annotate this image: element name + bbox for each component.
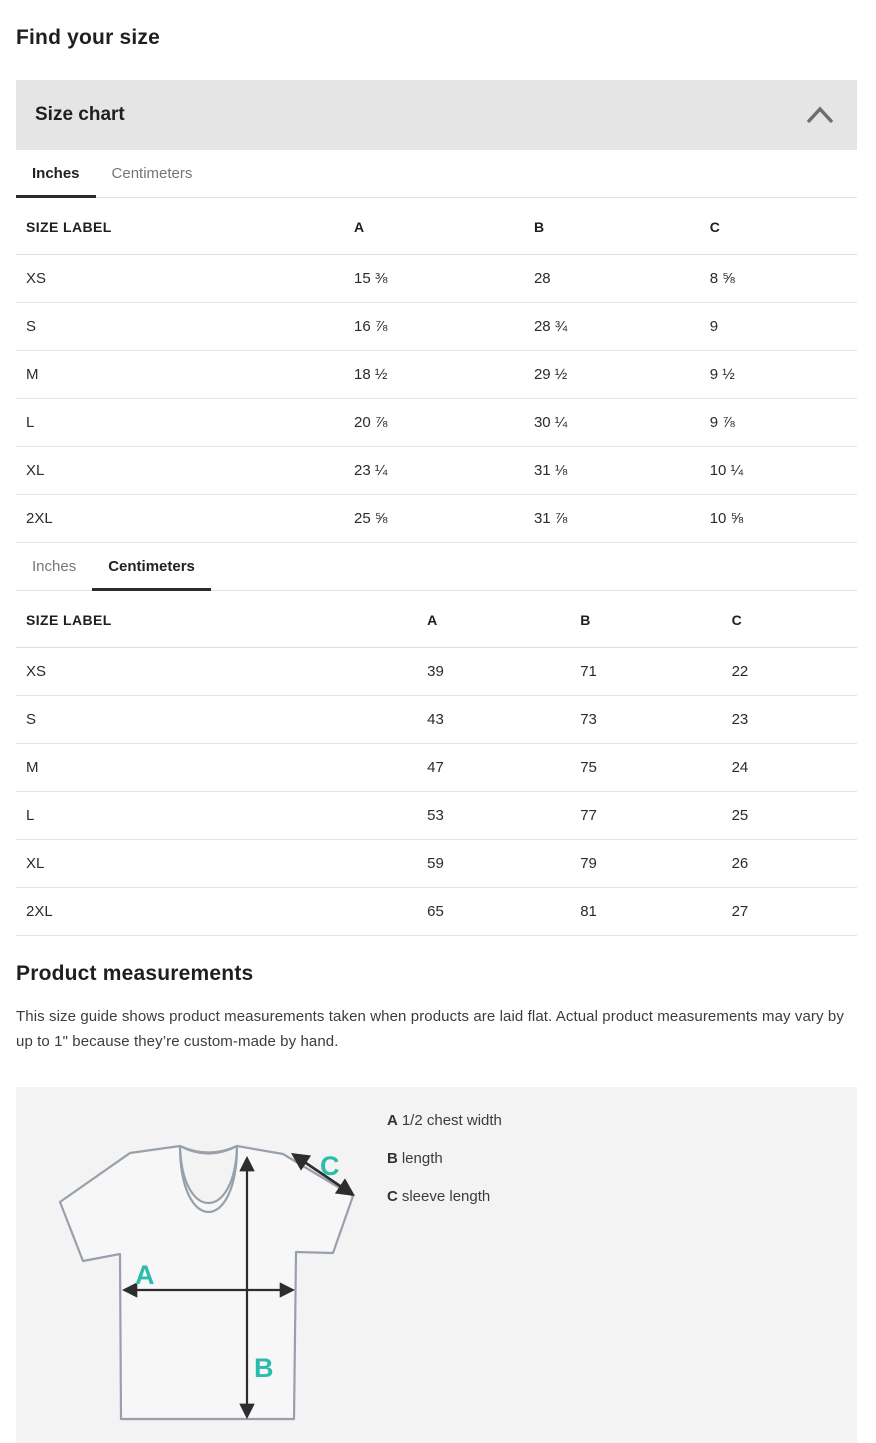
column-header-c: C [722,591,857,648]
measurement-legend [387,1112,502,1226]
product-measurements-title: Product measurements [16,962,254,985]
size-table-inches [16,198,857,543]
legend-item-b [387,1150,502,1167]
measurement-cell: 75 [570,744,721,792]
tab-centimeters[interactable]: Centimeters [92,543,211,591]
table-row [16,303,857,351]
page-title: Find your size [16,26,160,49]
size-label-cell: XL [16,840,417,888]
measurement-cell: 30 ¼ [524,399,700,447]
column-header-a: A [344,198,524,255]
table-header-row [16,198,857,255]
tab-inches[interactable]: Inches [16,150,96,198]
measurement-cell: 53 [417,792,570,840]
measurement-cell: 27 [722,888,857,936]
legend-label: length [401,1150,443,1167]
measurement-cell: 23 ¼ [344,447,524,495]
table-row [16,792,857,840]
legend-key: B [387,1150,398,1167]
size-table-centimeters [16,591,857,936]
size-label-cell: 2XL [16,495,344,543]
table-row [16,696,857,744]
table-row [16,744,857,792]
size-label-cell: L [16,792,417,840]
column-header-b: B [570,591,721,648]
table-row [16,351,857,399]
diagram-label-b: B [254,1353,274,1383]
unit-tabs-cm-table [16,543,857,591]
legend-label: sleeve length [401,1188,491,1205]
column-header-a: A [417,591,570,648]
measurement-cell: 25 [722,792,857,840]
legend-label: 1/2 chest width [401,1112,502,1129]
measurement-cell: 10 ¼ [700,447,857,495]
measurement-cell: 71 [570,648,721,696]
unit-tabs-inches-table [16,150,857,198]
measurement-cell: 39 [417,648,570,696]
legend-item-c [387,1188,502,1205]
measurement-cell: 31 ⅞ [524,495,700,543]
table-row [16,495,857,543]
legend-key: A [387,1112,398,1129]
measurement-cell: 28 [524,255,700,303]
measurement-cell: 24 [722,744,857,792]
measurement-cell: 9 [700,303,857,351]
column-header-size-label: SIZE LABEL [16,198,344,255]
column-header-size-label: SIZE LABEL [16,591,417,648]
column-header-c: C [700,198,857,255]
size-label-cell: M [16,351,344,399]
measurement-cell: 73 [570,696,721,744]
table-header-row [16,591,857,648]
table-row [16,399,857,447]
table-row [16,840,857,888]
measurement-cell: 16 ⅞ [344,303,524,351]
measurement-cell: 43 [417,696,570,744]
measurement-cell: 77 [570,792,721,840]
tab-inches[interactable]: Inches [32,558,77,575]
size-label-cell: L [16,399,344,447]
measurement-cell: 26 [722,840,857,888]
measurement-cell: 59 [417,840,570,888]
measurement-cell: 47 [417,744,570,792]
size-label-cell: XL [16,447,344,495]
size-chart-title: Size chart [35,104,125,125]
measurement-cell: 65 [417,888,570,936]
table-row [16,255,857,303]
measurement-cell: 31 ⅛ [524,447,700,495]
size-chart-collapsible-header[interactable] [16,80,857,150]
measurement-cell: 20 ⅞ [344,399,524,447]
measurement-diagram-panel [16,1087,857,1443]
measurement-cell: 9 ½ [700,351,857,399]
measurement-cell: 8 ⅝ [700,255,857,303]
diagram-label-c: C [320,1151,340,1181]
legend-key: C [387,1188,398,1205]
measurement-cell: 79 [570,840,721,888]
measurement-cell: 15 ⅜ [344,255,524,303]
measurement-cell: 10 ⅝ [700,495,857,543]
measurement-cell: 9 ⅞ [700,399,857,447]
chevron-up-icon [805,106,835,124]
size-label-cell: M [16,744,417,792]
table-row [16,648,857,696]
measurement-cell: 23 [722,696,857,744]
size-label-cell: S [16,303,344,351]
measurement-cell: 29 ½ [524,351,700,399]
size-label-cell: S [16,696,417,744]
measurement-cell: 25 ⅝ [344,495,524,543]
diagram-label-a: A [135,1260,155,1290]
size-label-cell: 2XL [16,888,417,936]
size-label-cell: XS [16,648,417,696]
measurement-cell: 22 [722,648,857,696]
tshirt-measurement-diagram [30,1087,374,1437]
size-label-cell: XS [16,255,344,303]
measurement-cell: 18 ½ [344,351,524,399]
legend-item-a [387,1112,502,1129]
measurement-cell: 81 [570,888,721,936]
measurements-description: This size guide shows product measurements taken when products are laid flat. Actual product measurements may vary by up to 1" because they’re custom-made by hand. [16,1008,844,1050]
column-header-b: B [524,198,700,255]
table-row [16,447,857,495]
table-row [16,888,857,936]
measurement-cell: 28 ¾ [524,303,700,351]
tab-centimeters[interactable]: Centimeters [111,165,193,182]
